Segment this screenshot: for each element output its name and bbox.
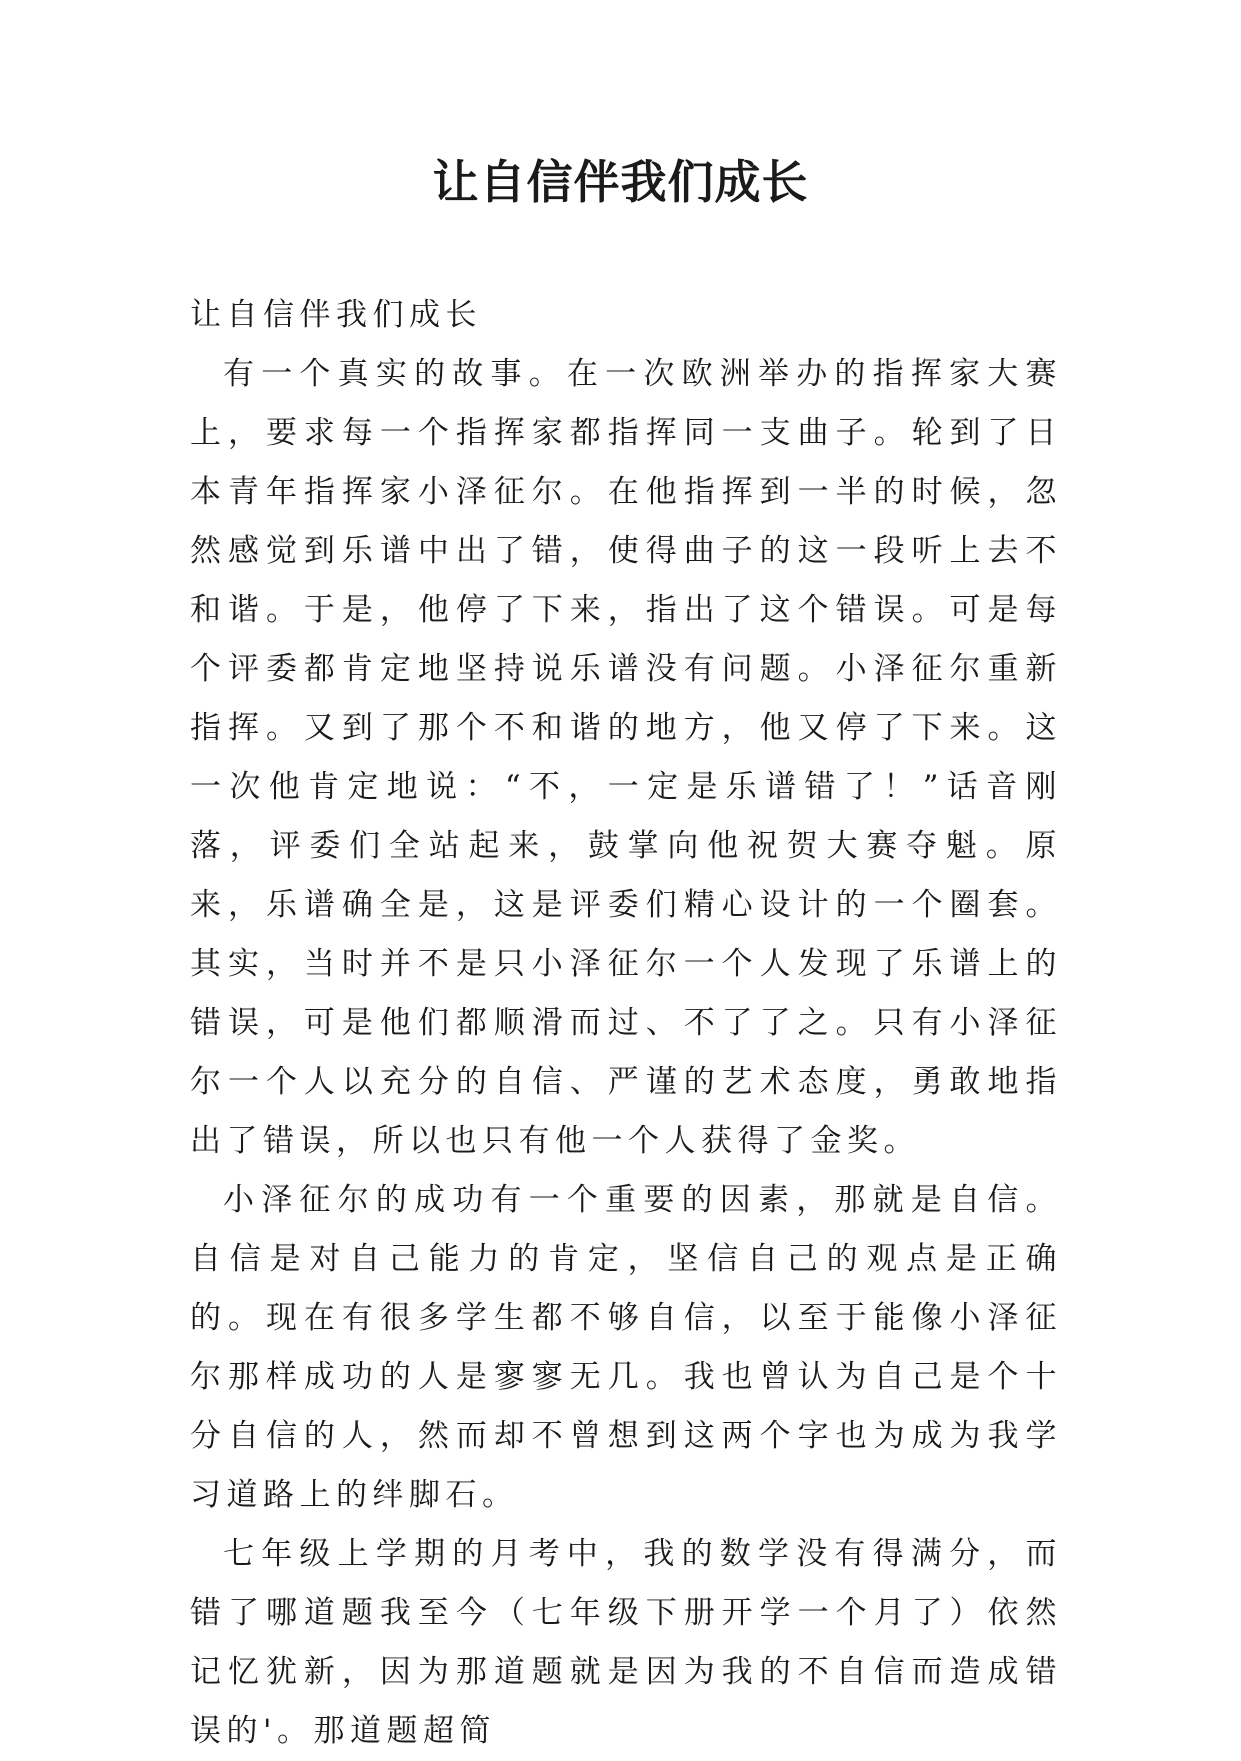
document-subtitle: 让自信伴我们成长: [190, 297, 482, 333]
document-body: [190, 286, 1062, 1761]
paragraph-3: 七年级上学期的月考中，我的数学没有得满分，而错了哪道题我至今（七年级下册开学一个月了）依然记忆犹新，因为那道题就是因为我的不自信而造成错误的'。那道题超简: [190, 1536, 1062, 1749]
document-title: 让自信伴我们成长: [432, 155, 809, 209]
paragraph-1: 有一个真实的故事。在一次欧洲举办的指挥家大赛上，要求每一个指挥家都指挥同一支曲子。轮到了日本青年指挥家小泽征尔。在他指挥到一半的时候，忽然感觉到乐谱中出了错，使得曲子的这一段听上去不和谐。于是，他停了下来，指出了这个错误。可是每个评委都肯定地坚持说乐谱没有问题。小泽征尔重新指挥。又到了那个不和谐的地方，他又停了下来。这一次他肯定地说：“不，一定是乐谱错了！”话音刚落，评委们全站起来，鼓掌向他祝贺大赛夺魁。原来，乐谱确全是，这是评委们精心设计的一个圈套。其实，当时并不是只小泽征尔一个人发现了乐谱上的错误，可是他们都顺滑而过、不了了之。只有小泽征尔一个人以充分的自信、严谨的艺术态度，勇敢地指出了错误，所以也只有他一个人获得了金奖。: [190, 356, 1062, 1159]
paragraph-2: 小泽征尔的成功有一个重要的因素，那就是自信。自信是对自己能力的肯定，坚信自己的观点是正确的。现在有很多学生都不够自信，以至于能像小泽征尔那样成功的人是寥寥无几。我也曾认为自己是个十分自信的人，然而却不曾想到这两个字也为成为我学习道路上的绊脚石。: [190, 1182, 1062, 1513]
